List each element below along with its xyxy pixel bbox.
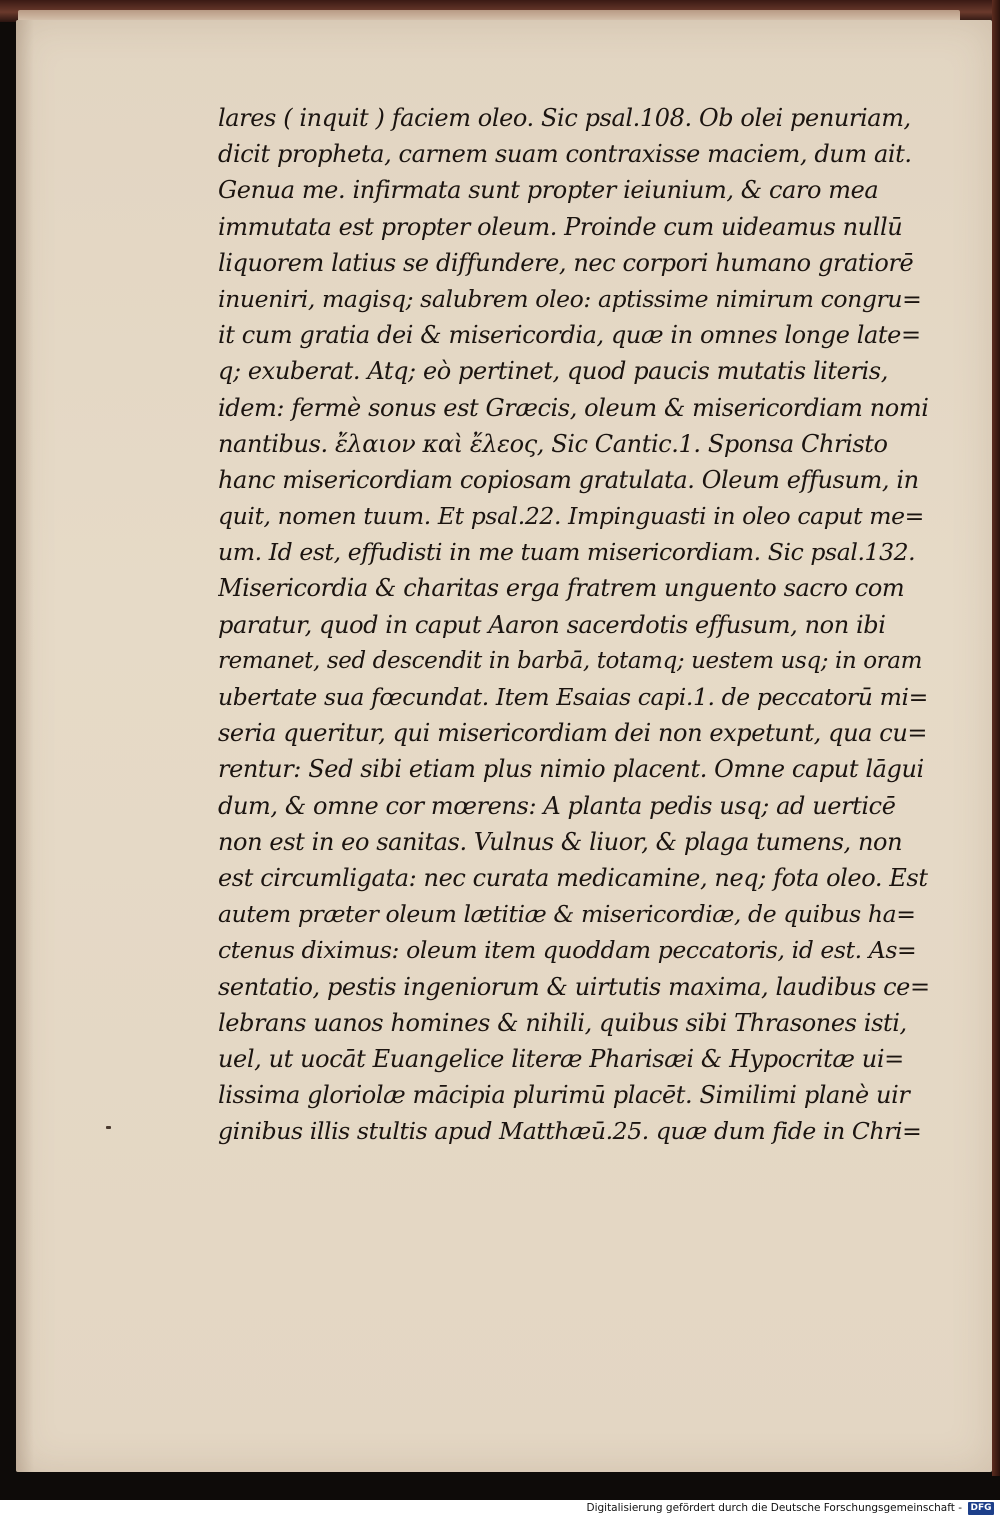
- text-line: est circumligata: nec curata medicamine, neq; fota oleo. Est: [218, 863, 928, 892]
- text-line: remanet, sed descendit in barbā, totamq; uestem usq; in oram: [218, 647, 922, 674]
- text-line: rentur: Sed sibi etiam plus nimio placent. Omne caput lāgui: [218, 755, 924, 784]
- text-line: dum, & omne cor mœrens: A planta pedis usq; ad uerticē: [218, 791, 896, 820]
- text-line: quit, nomen tuum. Et psal.22. Impinguasti in oleo caput me=: [218, 502, 924, 531]
- text-line: immutata est propter oleum. Proinde cum uideamus nullū: [218, 212, 903, 241]
- text-line: dicit propheta, carnem suam contraxisse maciem, dum ait.: [218, 140, 912, 169]
- text-line: inueniri, magisq; salubrem oleo: aptissime nimirum congru=: [218, 284, 922, 313]
- text-line: paratur, quod in caput Aaron sacerdotis effusum, non ibi: [218, 610, 886, 639]
- text-line: ubertate sua fœcundat. Item Esaias capi.1. de peccatorū mi=: [218, 683, 928, 711]
- text-line: hanc misericordiam copiosam gratulata. Oleum effusum, in: [218, 465, 919, 494]
- text-line: idem: fermè sonus est Græcis, oleum & misericordiam nomi: [218, 393, 929, 422]
- dfg-logo: DFG: [968, 1502, 994, 1515]
- digitization-footer: [0, 1500, 1000, 1518]
- page-text-block: [218, 100, 930, 1149]
- scan-bottom-band: [0, 1476, 1000, 1500]
- text-line: it cum gratia dei & misericordia, quæ in omnes longe late=: [218, 321, 921, 350]
- book-side-edge: [992, 0, 1000, 1480]
- ink-mark: [106, 1126, 111, 1129]
- text-line: sentatio, pestis ingeniorum & uirtutis maxima, laudibus ce=: [218, 972, 930, 1001]
- text-line: ctenus diximus: oleum item quoddam peccatoris, id est. As=: [218, 936, 917, 965]
- text-line: non est in eo sanitas. Vulnus & liuor, & plaga tumens, non: [218, 827, 903, 856]
- funding-credit: Digitalisierung gefördert durch die Deutsche Forschungsgemeinschaft -: [586, 1502, 962, 1514]
- text-line: lebrans uanos homines & nihili, quibus sibi Thrasones isti,: [218, 1008, 907, 1037]
- text-line: uel, ut uocāt Euangelice literæ Pharisæi & Hypocritæ ui=: [218, 1044, 904, 1073]
- text-line: seria queritur, qui misericordiam dei non expetunt, qua cu=: [218, 719, 928, 748]
- text-line: um. Id est, effudisti in me tuam misericordiam. Sic psal.132.: [218, 538, 916, 567]
- text-line: nantibus. ἔλαιον καὶ ἔλεος, Sic Cantic.1. Sponsa Christo: [218, 429, 888, 458]
- text-line: q; exuberat. Atq; eò pertinet, quod paucis mutatis literis,: [218, 357, 888, 386]
- text-line: ginibus illis stultis apud Matthæū.25. quæ dum fide in Chri=: [218, 1117, 922, 1146]
- text-line: autem præter oleum lætitiæ & misericordiæ, de quibus ha=: [218, 900, 916, 929]
- text-line: lissima gloriolæ mācipia plurimū placēt. Similimi planè uir: [218, 1081, 910, 1110]
- text-line: lares ( inquit ) faciem oleo. Sic psal.108. Ob olei penuriam,: [218, 104, 911, 132]
- text-line: Misericordia & charitas erga fratrem unguento sacro com: [218, 574, 905, 603]
- text-line: Genua me. infirmata sunt propter ieiunium, & caro mea: [218, 176, 879, 205]
- book-top-edge: [0, 0, 1000, 22]
- text-line: liquorem latius se diffundere, nec corpori humano gratiorē: [218, 248, 914, 277]
